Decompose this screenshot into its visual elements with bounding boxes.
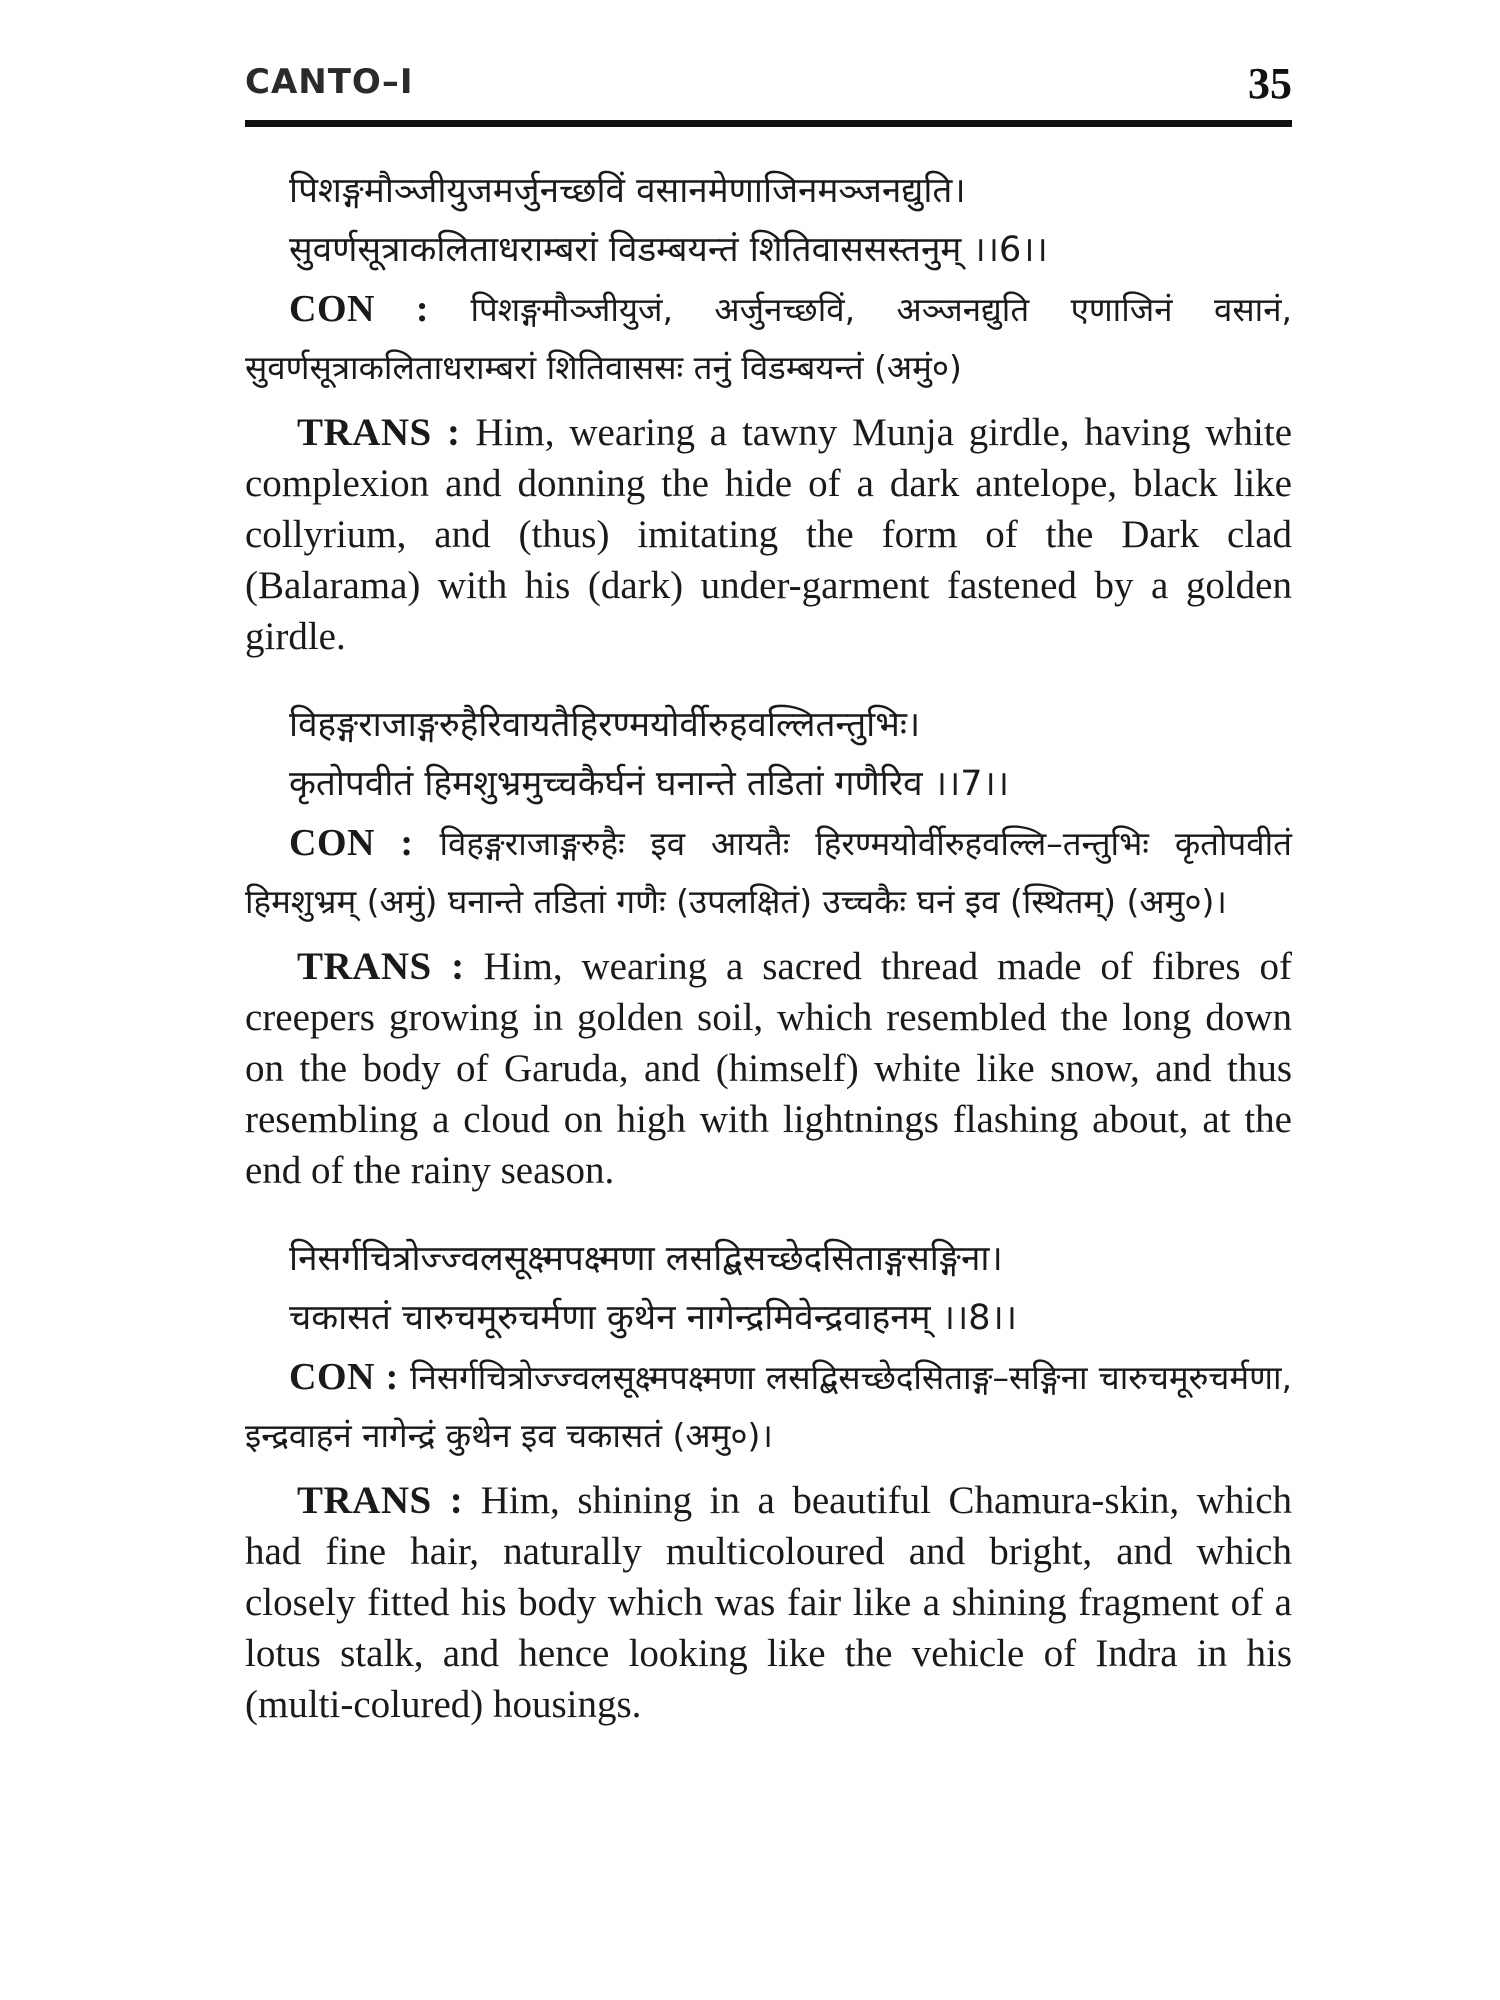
trans-paragraph [245, 407, 1292, 662]
con-text: विहङ्गराजाङ्गरुहैः इव आयतैः हिरण्मयोर्वीरुहवल्लि–तन्तुभिः कृतोपवीतं हिमशुभ्रम् (अमुं) घनान्ते तडितां गणैः (उपलक्षितं) उच्चकैः घनं इव (स्थितम्) (अमु०)। [245, 824, 1292, 921]
trans-text: Him, wearing a tawny Munja girdle, having white complexion and donning the hide of a dark antelope, black like collyrium, and (thus) imitating the form of the Dark clad (Balarama) with his (dark) under-garment fastened by a golden girdle. [245, 411, 1293, 658]
trans-text: Him, shining in a beautiful Chamura-skin, which had fine hair, naturally multicoloured and bright, and which closely fitted his body which was fair like a shining fragment of a lotus stalk, and hence looking like the vehicle of Indra in his (multi-colured) housings. [245, 1479, 1292, 1726]
page-body [245, 162, 1292, 1764]
con-paragraph [245, 1348, 1292, 1465]
running-head [245, 58, 1292, 118]
verse-line: कृतोपवीतं हिमशुभ्रमुच्चकैर्घनं घनान्ते तडितां गणैरिव ।।7।। [289, 764, 1010, 804]
verse-section-6 [245, 162, 1292, 662]
con-text: निसर्गचित्रोज्ज्वलसूक्ष्मपक्ष्मणा लसद्बिसच्छेदसिताङ्ग–सङ्गिना चारुचमूरुचर्मणा, इन्द्रवाहनं नागेन्द्रं कुथेन इव चकासतं (अमु०)। [245, 1358, 1292, 1455]
verse-line: चकासतं चारुचमूरुचर्मणा कुथेन नागेन्द्रमिवेन्द्रवाहनम् ।।8।। [289, 1298, 1018, 1338]
trans-text: Him, wearing a sacred thread made of fibres of creepers growing in golden soil, which resembled the long down on the body of Garuda, and (himself) white like snow, and thus resembling a cloud on high with lightnings flashing about, at the end of the rainy season. [245, 945, 1292, 1192]
trans-paragraph [245, 1475, 1292, 1730]
running-title: CANTO–I [245, 62, 414, 102]
con-label: CON : [289, 288, 430, 330]
trans-label: TRANS : [297, 945, 465, 988]
header-rule [245, 120, 1292, 127]
verse-section-7 [245, 696, 1292, 1196]
verse-line: सुवर्णसूत्राकलिताधराम्बरां विडम्बयन्तं शितिवाससस्तनुम् ।।6।। [289, 230, 1048, 270]
verse-line: निसर्गचित्रोज्ज्वलसूक्ष्मपक्ष्मणा लसद्बिसच्छेदसिताङ्गसङ्गिना। [289, 1239, 1003, 1279]
page-number: 35 [1248, 59, 1292, 108]
trans-label: TRANS : [297, 411, 461, 454]
con-paragraph [245, 280, 1292, 397]
verse-line: पिशङ्गमौञ्जीयुजमर्जुनच्छविं वसानमेणाजिनमञ्जनद्युति। [289, 171, 966, 211]
verse-section-8 [245, 1230, 1292, 1730]
con-paragraph [245, 814, 1292, 931]
con-label: CON : [289, 1356, 399, 1398]
verse-line: विहङ्गराजाङ्गरुहैरिवायतैहिरण्मयोर्वीरुहवल्लितन्तुभिः। [289, 705, 921, 745]
trans-label: TRANS : [297, 1479, 464, 1522]
con-label: CON : [289, 822, 414, 864]
trans-paragraph [245, 941, 1292, 1196]
con-text: पिशङ्गमौञ्जीयुजं, अर्जुनच्छविं, अञ्जनद्युति एणाजिनं वसानं, सुवर्णसूत्राकलिताधराम्बरां शितिवाससः तनुं विडम्बयन्तं (अमुं०) [245, 290, 1292, 387]
